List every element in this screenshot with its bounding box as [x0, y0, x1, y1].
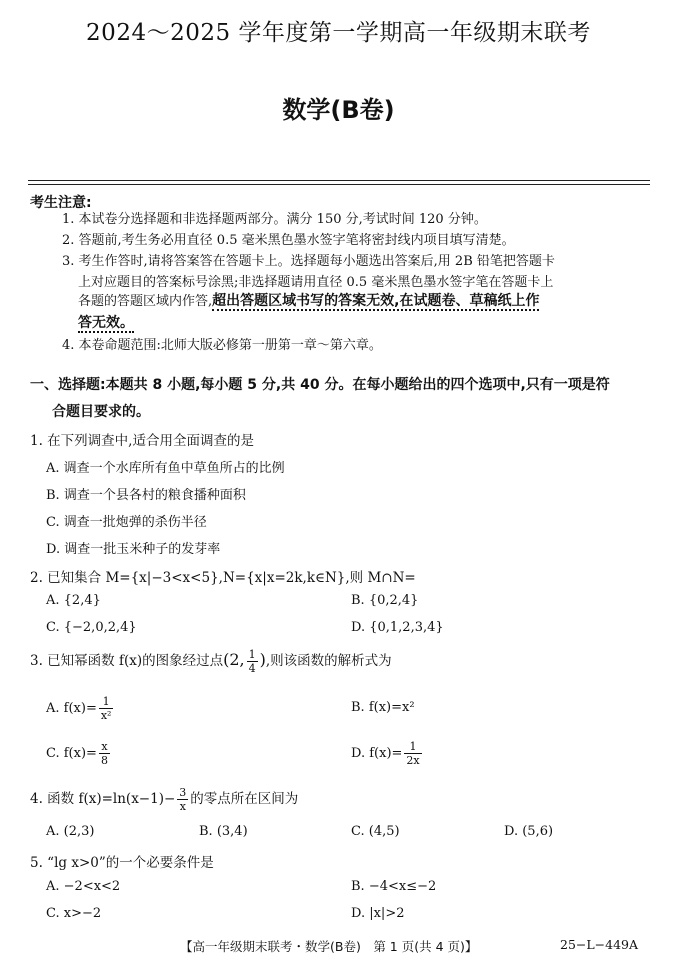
question-3-point-denominator: 4	[248, 662, 256, 675]
question-4-stem-pre: 4. 函数 f(x)=ln(x−1)−	[30, 791, 176, 807]
question-2-option-c: C. {−2,0,2,4}	[46, 620, 137, 635]
top-rule-2	[28, 184, 650, 185]
question-3-option-c	[46, 740, 112, 767]
question-3-point-right: )	[259, 650, 266, 669]
exam-title: 2024～2025 学年度第一学期高一年级期末联考	[86, 20, 591, 46]
question-3-option-d	[351, 740, 424, 767]
question-5-option-d: D. |x|>2	[351, 906, 405, 921]
question-3-point-numerator: 1	[248, 648, 256, 661]
question-5-stem: 5. “lg x>0”的一个必要条件是	[30, 855, 214, 871]
question-3-option-d-numerator: 1	[404, 740, 421, 754]
question-4-stem-post: 的零点所在区间为	[190, 791, 299, 807]
exam-code: 25−L−449A	[560, 937, 639, 952]
section-1-heading	[30, 372, 610, 426]
question-4-option-d: D. (5,6)	[504, 824, 554, 839]
question-4-option-a: A. (2,3)	[46, 824, 95, 839]
question-3-option-c-denominator: 8	[100, 754, 108, 767]
question-2-option-d: D. {0,1,2,3,4}	[351, 620, 444, 635]
question-3-option-d-denominator: 2x	[406, 754, 420, 767]
section-1-line-2: 合题目要求的。	[52, 404, 150, 420]
question-4-option-c: C. (4,5)	[351, 824, 400, 839]
question-3-stem-pre: 3. 已知幂函数 f(x)的图象经过点	[30, 653, 224, 669]
question-5-option-c: C. x>−2	[46, 906, 102, 921]
notice-item-3-line-2: 上对应题目的答案标号涂黑;非选择题请用直径 0.5 毫米黑色墨水签字笔在答题卡上	[78, 275, 554, 290]
question-3-option-a-fraction	[99, 695, 114, 722]
question-4-fraction	[177, 786, 188, 813]
question-3-option-d-prefix: D. f(x)=	[351, 746, 403, 761]
section-1-line-1: 一、选择题:本题共 8 小题,每小题 5 分,共 40 分。在每小题给出的四个选项中,只有一项是符	[30, 377, 610, 393]
notice-item-4: 4. 本卷命题范围:北师大版必修第一册第一章～第六章。	[62, 338, 382, 353]
question-3-stem	[30, 648, 392, 675]
question-4-denominator: x	[179, 800, 186, 813]
notice-item-3-emphasis-end: 答无效。	[78, 315, 134, 331]
question-2-option-a: A. {2,4}	[46, 593, 101, 608]
question-3-option-a-numerator: 1	[99, 695, 114, 709]
question-2-option-b: B. {0,2,4}	[351, 593, 419, 608]
question-3-option-c-numerator: x	[99, 740, 110, 754]
page-footer: 【高一年级期末联考・数学(B卷) 第 1 页(共 4 页)】	[180, 939, 478, 954]
question-3-option-b: B. f(x)=x²	[351, 700, 415, 715]
notice-heading: 考生注意:	[30, 195, 92, 211]
notice-item-3-line-1: 3. 考生作答时,请将答案答在答题卡上。选择题每小题选出答案后,用 2B 铅笔把答题卡	[62, 254, 555, 269]
notice-item-2: 2. 答题前,考生务必用直径 0.5 毫米黑色墨水签字笔将密封线内项目填写清楚。	[62, 233, 515, 248]
question-2-stem: 2. 已知集合 M={x|−3<x<5},N={x|x=2k,k∈N},则 M∩N=	[30, 570, 416, 586]
question-3-stem-post: ,则该函数的解析式为	[265, 653, 392, 669]
question-1-option-a: A. 调查一个水库所有鱼中草鱼所占的比例	[46, 461, 285, 476]
notice-item-1: 1. 本试卷分选择题和非选择题两部分。满分 150 分,考试时间 120 分钟。	[62, 212, 487, 227]
question-3-option-d-fraction	[404, 740, 421, 767]
notice-item-3-plain: 各题的答题区域内作答,	[78, 294, 213, 309]
notice-item-3-emphasis: 超出答题区域书写的答案无效,在试题卷、草稿纸上作	[212, 293, 540, 309]
exam-subtitle: 数学(B卷)	[282, 96, 395, 124]
question-3-option-a-prefix: A. f(x)=	[46, 701, 97, 716]
question-1-option-b: B. 调查一个县各村的粮食播种面积	[46, 488, 246, 503]
question-3-option-c-fraction	[99, 740, 110, 767]
question-5-option-a: A. −2<x<2	[46, 879, 121, 894]
question-1-stem: 1. 在下列调查中,适合用全面调查的是	[30, 433, 254, 449]
question-5-option-b: B. −4<x≤−2	[351, 879, 437, 894]
question-1-option-d: D. 调查一批玉米种子的发芽率	[46, 542, 221, 557]
question-3-option-a	[46, 695, 115, 722]
question-1-option-c: C. 调查一批炮弹的杀伤半径	[46, 515, 207, 530]
question-4-numerator: 3	[179, 786, 187, 799]
notice-item-3-line-3	[78, 291, 539, 312]
question-3-option-c-prefix: C. f(x)=	[46, 746, 97, 761]
question-3-point-fraction	[247, 648, 258, 675]
question-4-stem	[30, 786, 298, 813]
top-rule-1	[28, 180, 650, 181]
question-3-option-a-denominator: x²	[100, 709, 112, 722]
notice-item-3-line-4	[78, 313, 134, 334]
question-4-option-b: B. (3,4)	[199, 824, 248, 839]
question-3-point-left: (2,	[223, 650, 245, 669]
